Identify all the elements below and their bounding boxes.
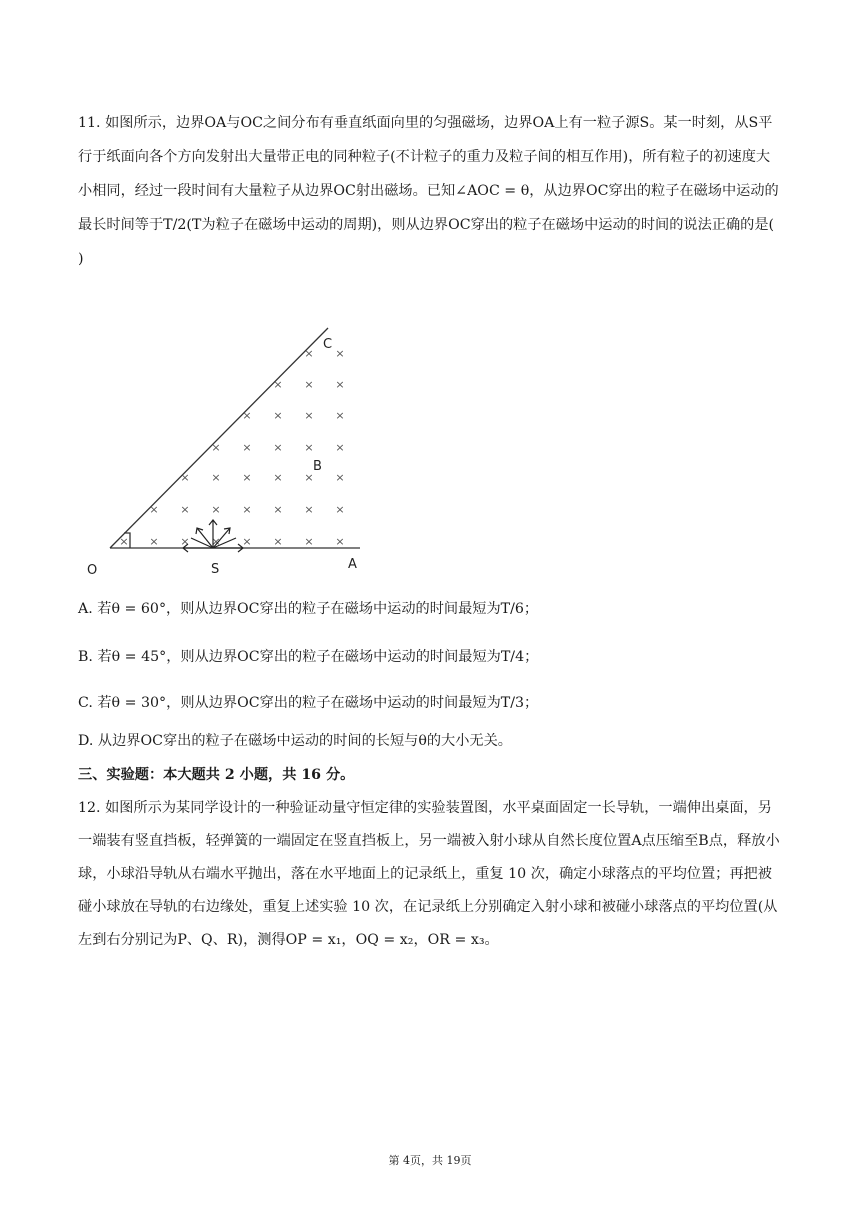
option-b[interactable]: B. 若θ = 45°，则从边界OC穿出的粒子在磁场中运动的时间最短为T/4； [78,649,539,665]
field-cross-mark: × [242,471,252,484]
field-cross-mark: × [304,471,314,484]
field-cross-mark: × [273,441,283,454]
question-12-text: 12. 如图所示为某同学设计的一种验证动量守恒定律的实验装置图，水平桌面固定一长导轨，一端伸出桌面，另一端装有竖直挡板，轻弹簧的一端固定在竖直挡板上，另一端被入射小球从自然长度位置A点压缩至B点，释放小球，小球沿导轨从右端水平抛出，落在水平地面上的记录纸上，重复 10 次，确定小球落点的平均位置；再把被碰小球放在导轨的右边缘处，重复上述实验 10 次，在记录纸上分别确定入射小球和被碰小球落点的平均位置(从左到右分别记为P、Q、R)，测得OP = x₁，OQ = x₂，OR = x₃。 [78,800,780,948]
field-cross-mark: × [335,409,345,422]
option-d[interactable]: D. 从边界OC穿出的粒子在磁场中运动的时间的长短与θ的大小无关。 [78,733,512,749]
magnetic-field-diagram [80,320,380,582]
field-cross-mark: × [335,535,345,548]
label-s: S [211,562,220,577]
field-cross-mark: × [304,409,314,422]
field-cross-mark: × [180,471,190,484]
field-cross-mark: × [242,441,252,454]
option-c[interactable]: C. 若θ = 30°，则从边界OC穿出的粒子在磁场中运动的时间最短为T/3； [78,695,539,711]
field-cross-mark: × [273,471,283,484]
field-cross-mark: × [242,409,252,422]
field-cross-mark: × [335,503,345,516]
field-cross-mark: × [242,535,252,548]
field-cross-mark: × [304,535,314,548]
field-cross-mark: × [273,378,283,391]
field-cross-mark: × [273,503,283,516]
field-cross-mark: × [242,503,252,516]
field-cross-mark: × [304,347,314,360]
field-cross-mark: × [304,378,314,391]
magnetic-field-figure [80,320,380,582]
label-c: C [323,337,333,352]
section-heading: 三、实验题：本大题共 2 小题，共 16 分。 [78,767,355,783]
field-cross-mark: × [180,535,190,548]
field-cross-mark: × [119,535,129,548]
question-11-text: 11. 如图所示，边界OA与OC之间分布有垂直纸面向里的匀强磁场，边界OA上有一粒子源S。某一时刻，从S平行于纸面向各个方向发射出大量带正电的同种粒子(不计粒子的重力及粒子间的相互作用)，所有粒子的初速度大小相同，经过一段时间有大量粒子从边界OC射出磁场。已知∠AOC = θ，从边界OC穿出的粒子在磁场中运动的最长时间等于T/2(T为粒子在磁场中运动的周期)，则从边界OC穿出的粒子在磁场中运动的时间的说法正确的是( ) [78,115,779,267]
field-cross-mark: × [149,535,159,548]
page-footer: 第 4页，共 19页 [388,1154,472,1167]
field-cross-mark: × [304,503,314,516]
option-a[interactable]: A. 若θ = 60°，则从边界OC穿出的粒子在磁场中运动的时间最短为T/6； [78,601,539,617]
field-cross-mark: × [211,503,221,516]
field-cross-mark: × [335,378,345,391]
particle-velocity-arrows [183,520,243,552]
field-cross-mark: × [335,347,345,360]
label-b: B [313,459,322,474]
field-cross-mark: × [149,503,159,516]
label-a: A [348,557,357,572]
field-cross-mark: × [211,535,221,548]
field-cross-mark: × [304,441,314,454]
field-cross-mark: × [180,503,190,516]
field-cross-mark: × [211,471,221,484]
field-cross-mark: × [335,441,345,454]
label-o: O [87,563,98,578]
field-cross-mark: × [273,535,283,548]
field-cross-mark: × [273,409,283,422]
field-cross-marks [119,347,344,548]
field-cross-mark: × [211,441,221,454]
field-cross-mark: × [335,471,345,484]
